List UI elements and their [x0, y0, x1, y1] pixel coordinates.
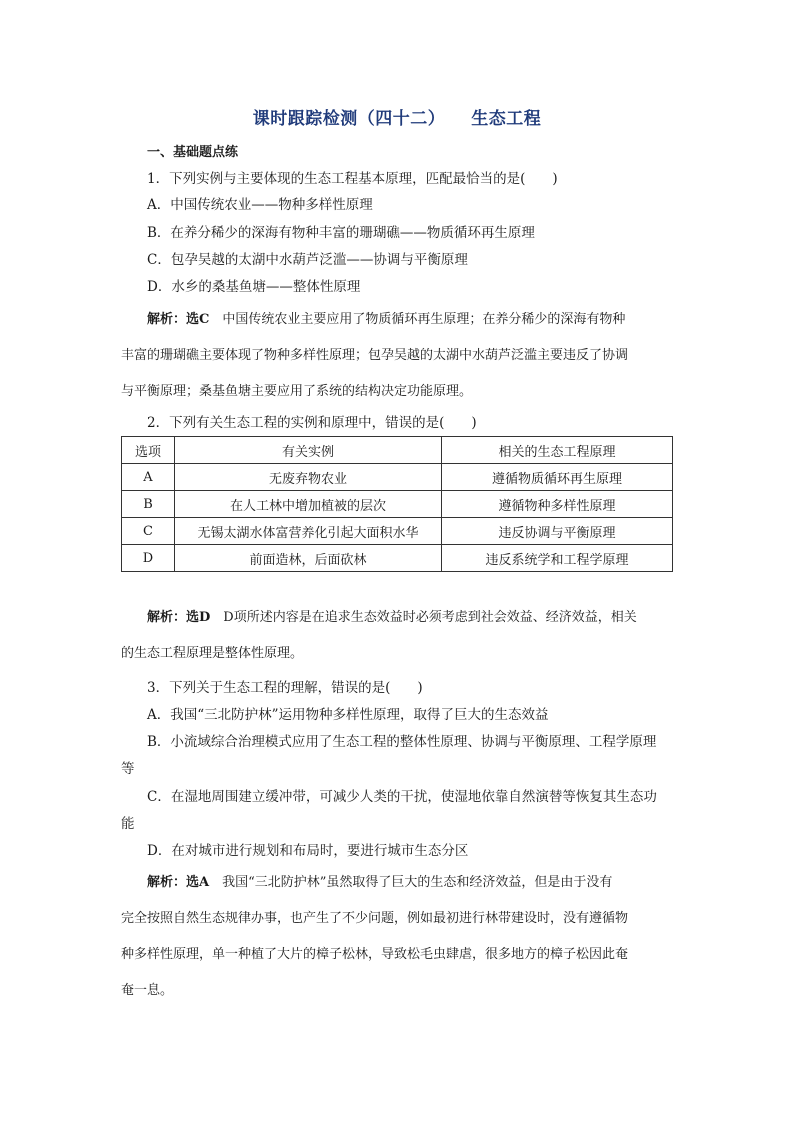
table-cell: 无废弃物农业: [175, 464, 442, 491]
table-cell: 遵循物种多样性原理: [442, 491, 673, 518]
q1-analysis-label: 解析：选C: [147, 312, 210, 327]
q3-option-c-cont: 能: [121, 816, 135, 832]
table-cell: 前面造林，后面砍林: [175, 545, 442, 572]
q3-stem: 3．下列关于生态工程的理解，错误的是( ): [147, 680, 423, 696]
table-cell: D: [122, 545, 175, 572]
table-row: [122, 464, 673, 491]
q1-analysis-text: 中国传统农业主要应用了物质循环再生原理；在养分稀少的深海有物种: [209, 312, 626, 327]
table-cell: 遵循物质循环再生原理: [442, 464, 673, 491]
q1-option-c: C．包孕吴越的太湖中水葫芦泛滥——协调与平衡原理: [147, 252, 468, 268]
table-cell: C: [122, 518, 175, 545]
q2-analysis-text: D项所述内容是在追求生态效益时必须考虑到社会效益、经济效益，相关: [210, 610, 637, 625]
q3-analysis-line: [147, 871, 612, 890]
q3-option-d: D．在对城市进行规划和布局时，要进行城市生态分区: [147, 843, 469, 859]
q3-option-b: B．小流域综合治理模式应用了生态工程的整体性原理、协调与平衡原理、工程学原理: [147, 734, 657, 750]
table-row: [122, 491, 673, 518]
q2-stem: 2．下列有关生态工程的实例和原理中，错误的是( ): [147, 415, 477, 431]
q2-analysis-label: 解析：选D: [147, 610, 211, 625]
q1-option-d: D．水乡的桑基鱼塘——整体性原理: [147, 279, 361, 295]
q2-analysis-line-2: 的生态工程原理是整体性原理。: [121, 646, 304, 661]
section-heading: 一、基础题点练: [147, 145, 239, 160]
q1-option-a: A．中国传统农业——物种多样性原理: [147, 197, 373, 213]
q1-option-b: B．在养分稀少的深海有物种丰富的珊瑚礁——物质循环再生原理: [147, 225, 535, 241]
q1-analysis-line-2: 丰富的珊瑚礁主要体现了物种多样性原理；包孕吴越的太湖中水葫芦泛滥主要违反了协调: [121, 348, 629, 363]
page-title: [0, 104, 794, 129]
q3-option-b-cont: 等: [121, 761, 135, 777]
title-main: 课时跟踪检测（四十二）: [252, 109, 446, 129]
q3-analysis-line-4: 奄一息。: [121, 983, 174, 998]
table-cell: B: [122, 491, 175, 518]
q3-option-c: C．在湿地周围建立缓冲带，可减少人类的干扰，使湿地依靠自然演替等恢复其生态功: [147, 789, 657, 805]
table-cell: 在人工林中增加植被的层次: [175, 491, 442, 518]
q2-analysis-line: [147, 606, 637, 625]
table-header-cell: 选项: [122, 437, 175, 464]
q2-table: [121, 436, 673, 572]
q1-stem: 1．下列实例与主要体现的生态工程基本原理，匹配最恰当的是( ): [147, 171, 558, 187]
table-header-cell: 有关实例: [175, 437, 442, 464]
table-cell: 无锡太湖水体富营养化引起大面积水华: [175, 518, 442, 545]
table-cell: A: [122, 464, 175, 491]
q3-analysis-line-2: 完全按照自然生态规律办事，也产生了不少问题，例如最初进行林带建设时，没有遵循物: [121, 911, 629, 926]
table-header-row: [122, 437, 673, 464]
table-cell: 违反协调与平衡原理: [442, 518, 673, 545]
table-row: [122, 518, 673, 545]
table-cell: 违反系统学和工程学原理: [442, 545, 673, 572]
q3-analysis-label: 解析：选A: [147, 875, 210, 890]
table-header-cell: 相关的生态工程原理: [442, 437, 673, 464]
title-sub: 生态工程: [471, 109, 542, 129]
q1-analysis-line: [147, 308, 625, 327]
q3-analysis-text: 我国“三北防护林”虽然取得了巨大的生态和经济效益，但是由于没有: [209, 875, 613, 890]
q3-analysis-line-3: 种多样性原理，单一种植了大片的樟子松林，导致松毛虫肆虐，很多地方的樟子松因此奄: [121, 947, 629, 962]
table-row: [122, 545, 673, 572]
q3-option-a: A．我国“三北防护林”运用物种多样性原理，取得了巨大的生态效益: [147, 707, 549, 723]
q1-analysis-line-3: 与平衡原理；桑基鱼塘主要应用了系统的结构决定功能原理。: [121, 384, 473, 399]
